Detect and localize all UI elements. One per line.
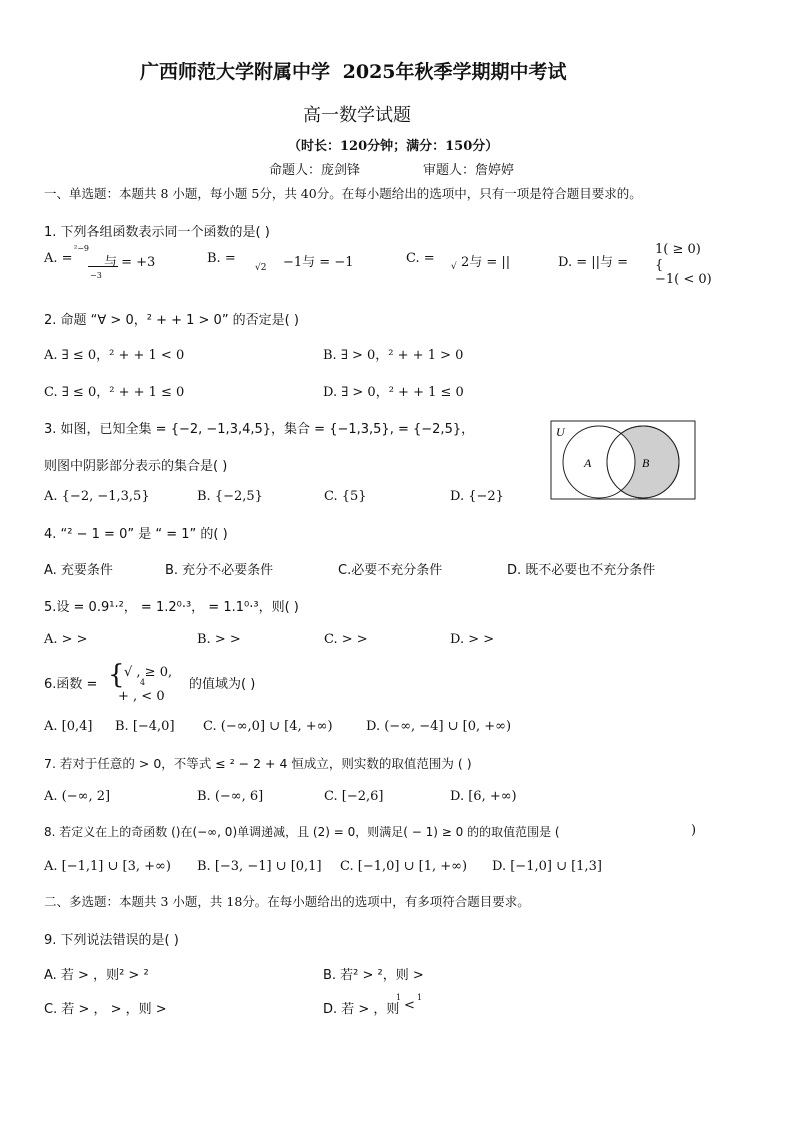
q1-option-c: C. = [406, 251, 435, 266]
q3-stem-line2: 则图中阴影部分表示的集合是( ) [44, 459, 228, 474]
q5-option-a: A. > > [44, 632, 88, 647]
q3-stem-line1: 3. 如图，已知全集 = {−2, −1,3,4,5}，集合 = {−1,3,5}, = {−2,5}， [44, 422, 475, 437]
q2-option-a: A. ∃ ≤ 0，² + + 1 < 0 [44, 348, 185, 363]
q9-d-fraction-1: 1 [396, 993, 402, 1002]
q1-option-d: D. = ||与 = [558, 255, 629, 270]
q7-option-b: B. (−∞, 6] [197, 789, 264, 804]
q9-stem: 9. 下列说法错误的是( ) [44, 933, 179, 948]
section2-heading: 二、多选题：本题共 3 小题，共 18分。在每小题给出的选项中，有多项符合题目要求。 [44, 894, 530, 909]
q7-stem: 7. 若对于任意的 > 0，不等式 ≤ ² − 2 + 4 恒成立，则实数的取值范围为 ( ) [44, 756, 472, 771]
q5-option-d: D. > > [450, 632, 495, 647]
q4-option-c: C.必要不充分条件 [338, 563, 443, 578]
venn-diagram [550, 420, 696, 500]
q1-d-case-bottom: −1( < 0) [655, 272, 712, 287]
section1-heading: 一、单选题：本题共 8 小题，每小题 5分，共 40分。在每小题给出的选项中，只有一项是符合题目要求的。 [44, 186, 642, 201]
q9-option-c: C. 若 > ， > ，则 > [44, 1002, 167, 1017]
exam-subtitle: 高一数学试题 [303, 105, 411, 126]
q7-option-a: A. (−∞, 2] [44, 789, 111, 804]
time-info: （时长：120分钟；满分：150分） [288, 139, 499, 154]
q4-option-b: B. 充分不必要条件 [165, 563, 274, 578]
exam-title [140, 57, 567, 84]
q9-option-a: A. 若 > ，则² > ² [44, 968, 149, 983]
venn-label-a: A [584, 456, 592, 470]
q6-stem-b: 的值域为( ) [189, 677, 256, 692]
q6-option-b: B. [−4,0] [115, 719, 175, 734]
venn-label-u: U [556, 425, 565, 439]
q1-b-radical: √2 [255, 263, 267, 273]
q1-stem: 1. 下列各组函数表示同一个函数的是( ) [44, 225, 270, 240]
q3-option-b: B. {−2,5} [197, 489, 263, 504]
q3-option-d: D. {−2} [450, 489, 504, 504]
q8-option-c: C. [−1,0] ∪ [1, +∞) [340, 859, 468, 874]
q6-option-c: C. (−∞,0] ∪ [4, +∞) [203, 719, 333, 734]
q1-option-b: B. = [207, 251, 236, 266]
q6-option-d: D. (−∞, −4] ∪ [0, +∞) [366, 719, 512, 734]
q4-stem: 4. “² − 1 = 0” 是 “ = 1” 的( ) [44, 527, 228, 542]
q2-option-b: B. ∃ > 0，² + + 1 > 0 [323, 348, 464, 363]
q1-option-a: A. = [44, 251, 73, 266]
school-name: 广西师范大学附属中学 [140, 61, 331, 83]
q6-stem-a: 6.函数 = [44, 677, 98, 692]
q5-option-c: C. > > [324, 632, 368, 647]
setter: 命题人：庞剑锋 [269, 163, 361, 178]
q5-stem: 5.设 = 0.9¹·²， = 1.2⁰·³， = 1.1⁰·³，则( ) [44, 600, 299, 615]
q3-option-c: C. {5} [324, 489, 367, 504]
q9-d-less-than: < [404, 998, 415, 1013]
exam-name: 2025年秋季学期期中考试 [342, 61, 567, 83]
q1-d-brace: { [655, 258, 664, 273]
q6-option-a: A. [0,4] [44, 719, 93, 734]
q8-option-d: D. [−1,0] ∪ [1,3] [492, 859, 602, 874]
q8-option-b: B. [−3, −1] ∪ [0,1] [197, 859, 322, 874]
q6-case-2: + , < 0 [118, 689, 165, 704]
q1-c-rest: 2与 = || [461, 255, 511, 270]
q9-option-d: D. 若 > ，则 [323, 1002, 400, 1017]
q1-b-rest: −1与 = −1 [283, 255, 354, 270]
q7-option-d: D. [6, +∞) [450, 789, 517, 804]
q2-option-c: C. ∃ ≤ 0，² + + 1 ≤ 0 [44, 385, 185, 400]
q1-c-radical: √ [451, 262, 457, 272]
q4-option-a: A. 充要条件 [44, 563, 113, 578]
q9-option-b: B. 若² > ²，则 > [323, 968, 424, 983]
q2-stem: 2. 命题 “∀ > 0，² + + 1 > 0” 的否定是( ) [44, 313, 299, 328]
q6-case-1-sub: 4 [140, 678, 146, 687]
q6-case-1: √ , ≥ 0, [124, 665, 173, 680]
reviewer: 审题人：詹婷婷 [423, 163, 515, 178]
q1-a-denominator: −3 [90, 271, 102, 280]
q4-option-d: D. 既不必要也不充分条件 [507, 563, 656, 578]
q9-d-fraction-2: 1 [417, 993, 423, 1002]
q6-brace: { [108, 660, 125, 690]
q1-d-case-top: 1( ≥ 0) [655, 242, 701, 257]
q8-option-a: A. [−1,1] ∪ [3, +∞) [44, 859, 171, 874]
q7-option-c: C. [−2,6] [324, 789, 384, 804]
q1-a-rest: 与 = +3 [104, 255, 156, 270]
q8-stem: 8. 若定义在上的奇函数 ()在(−∞, 0)单调递减，且 (2) = 0，则满足( − 1) ≥ 0 的的取值范围是 ( [44, 825, 560, 839]
q3-option-a: A. {−2, −1,3,5} [44, 489, 150, 504]
q5-option-b: B. > > [197, 632, 241, 647]
venn-label-b: B [642, 456, 650, 470]
q8-close-paren: ) [691, 823, 697, 838]
q2-option-d: D. ∃ > 0，² + + 1 ≤ 0 [323, 385, 464, 400]
q1-a-numerator: ²−9 [74, 244, 89, 253]
